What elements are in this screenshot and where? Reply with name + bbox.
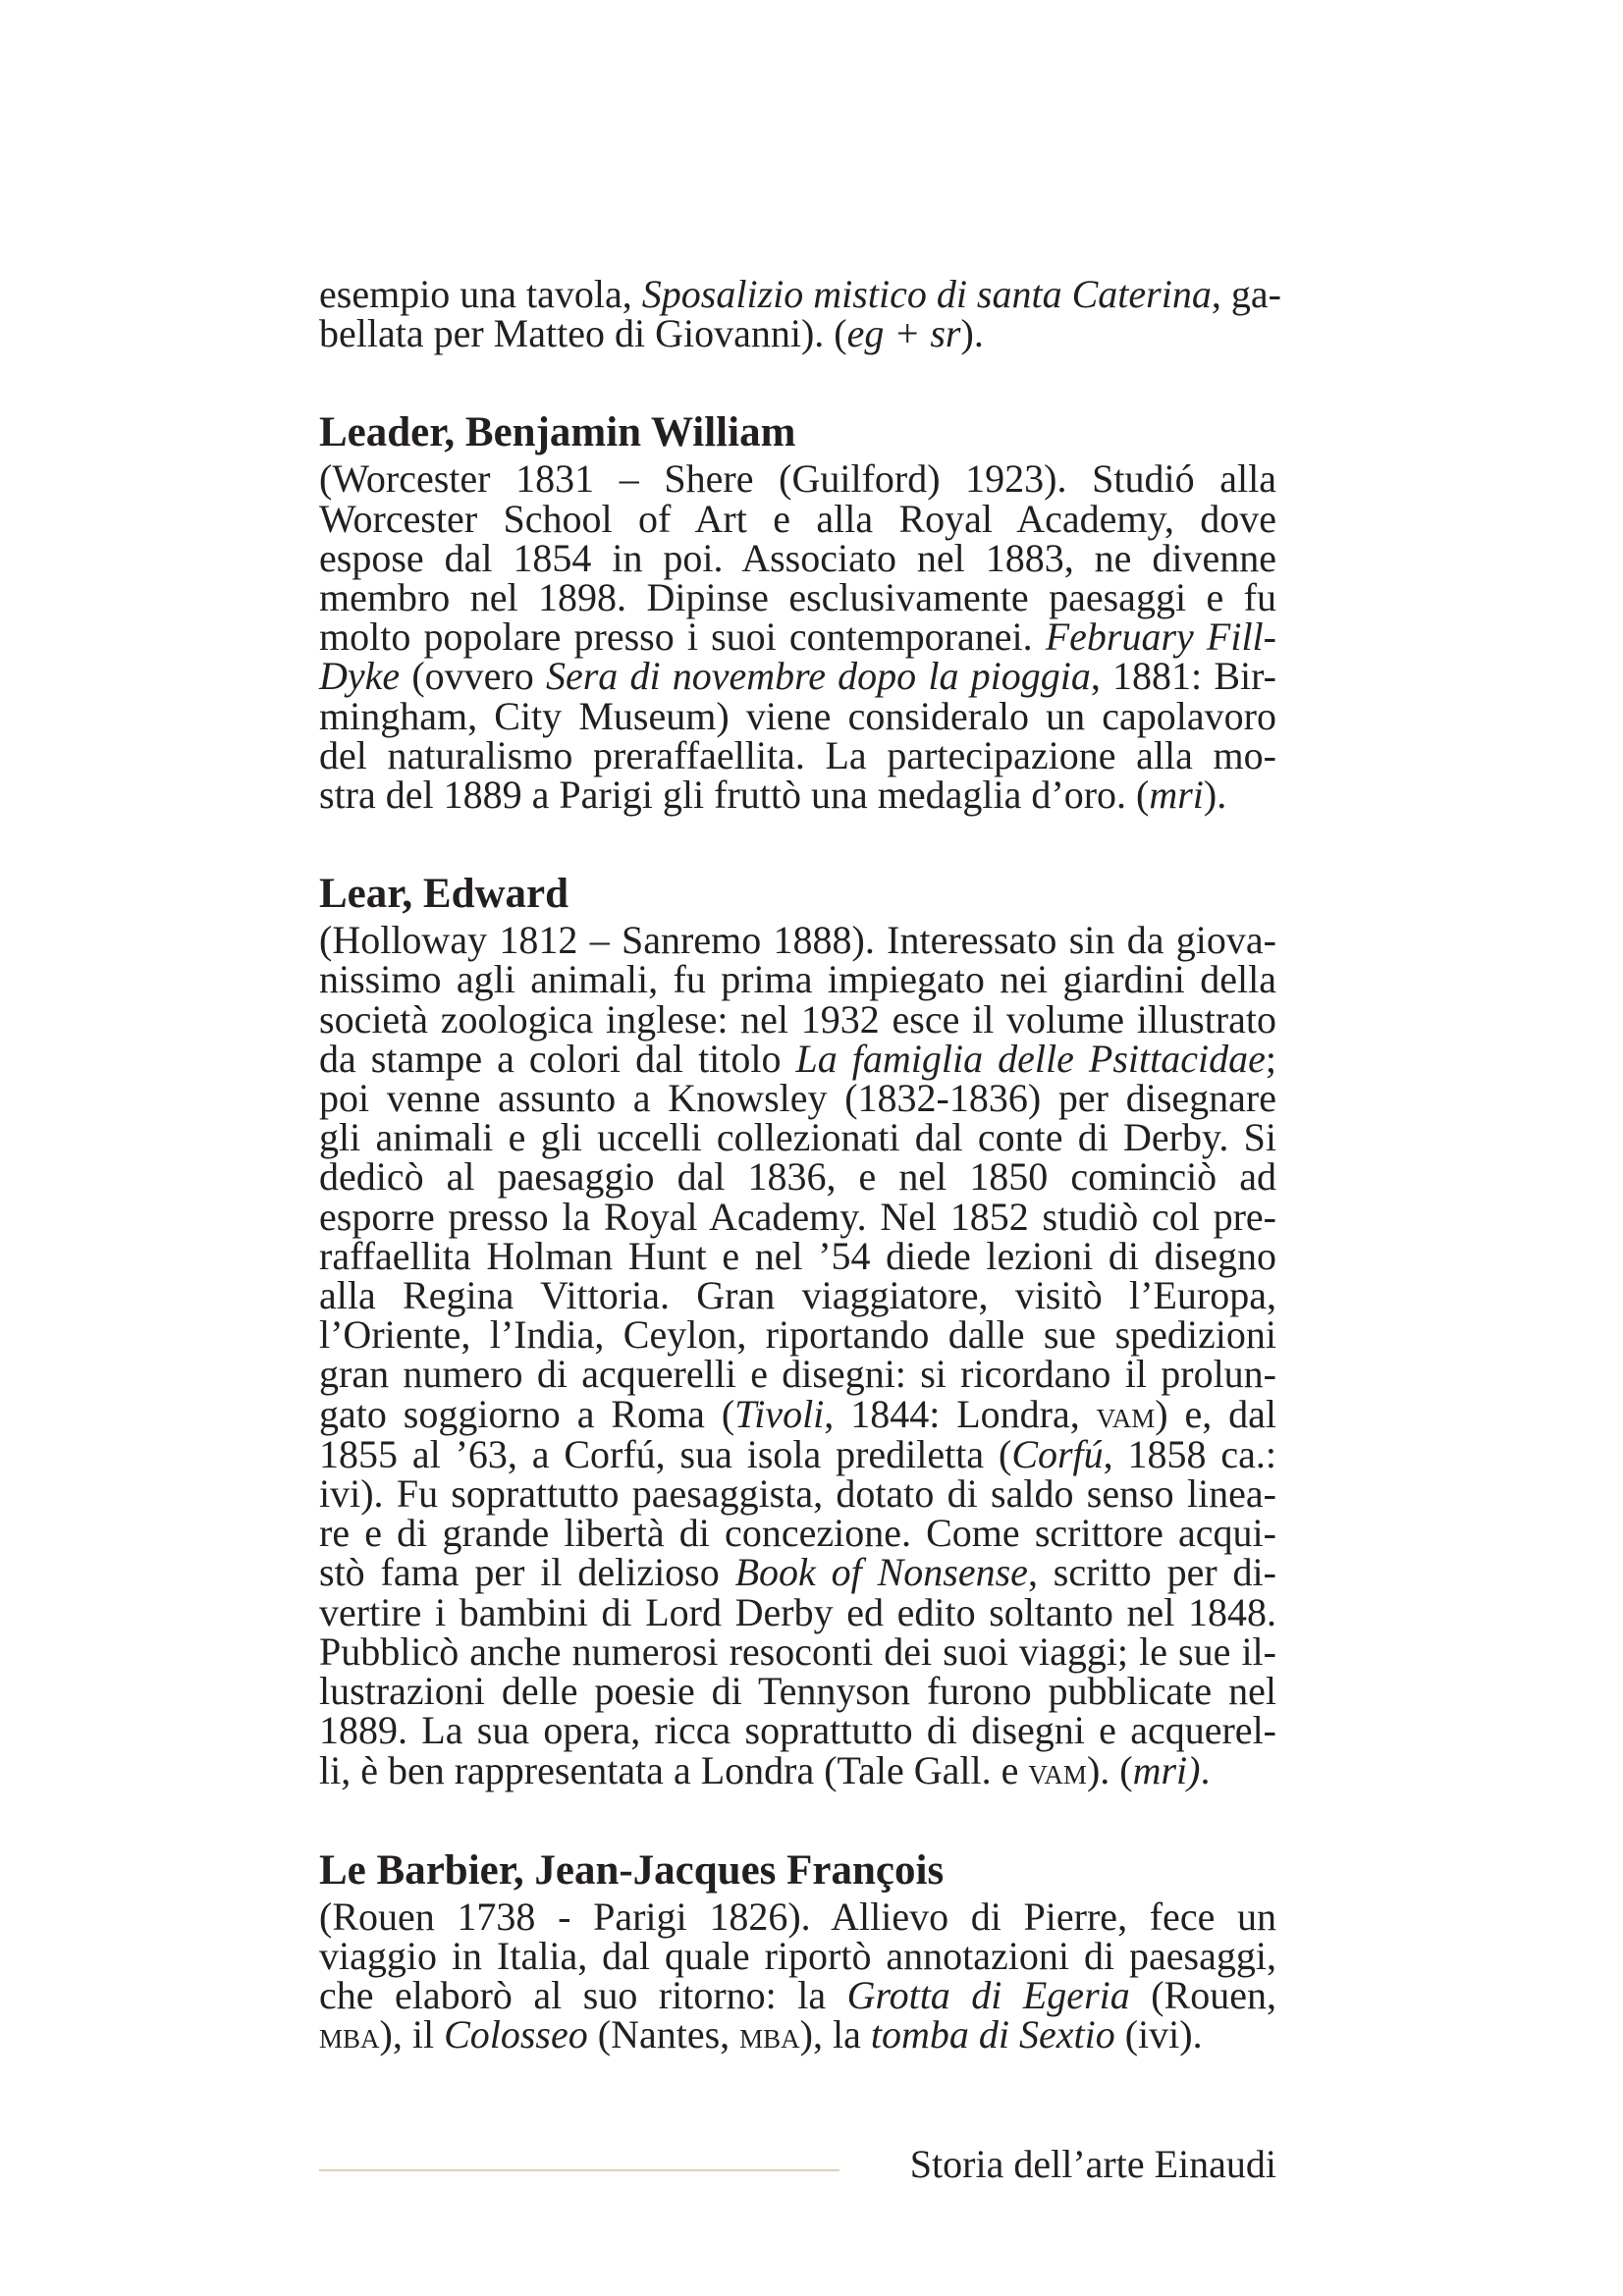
italic-title: tomba di Sextio: [870, 2012, 1115, 2057]
text-line: dedicò al paesaggio dal 1836, e nel 1850 cominciò ad: [319, 1154, 1276, 1200]
italic-title: Tivoli: [734, 1391, 825, 1436]
text-line: esporre presso la Royal Academy. Nel 1852 studiò col pre-: [319, 1194, 1276, 1239]
text-line: (Rouen 1738 - Parigi 1826). Allievo di Pierre, fece un: [319, 1894, 1276, 1939]
text-line: (Worcester 1831 – Shere (Guilford) 1923). Studió alla: [319, 456, 1276, 502]
text-line: l’Oriente, l’India, Ceylon, riportando dalle sue spedizioni: [319, 1312, 1276, 1358]
text-line: 1889. La sua opera, ricca soprattutto di disegni e acquerel-: [319, 1708, 1276, 1753]
italic-title: La famiglia delle Psittacidae: [795, 1036, 1266, 1081]
text-line: membro nel 1898. Dipinse esclusivamente paesaggi e fu: [319, 575, 1276, 620]
entry-title: Le Barbier, Jean-Jacques François: [319, 1846, 945, 1894]
italic-title: mri): [1132, 1747, 1201, 1792]
page-content: [319, 272, 1281, 2057]
entry-body: [319, 456, 1276, 818]
italic-title: Sposalizio mistico di santa Caterina: [641, 272, 1212, 316]
text-line: lustrazioni delle poesie di Tennyson furono pubblicate nel: [319, 1669, 1276, 1714]
entry-lear: [319, 870, 1276, 1790]
text-line: vertire i bambini di Lord Derby ed edito soltanto nel 1848.: [319, 1589, 1276, 1634]
museum-abbreviation: vam: [1096, 1394, 1156, 1436]
italic-title: Sera di novembre dopo la pioggia: [545, 654, 1091, 699]
italic-title: eg + sr: [846, 311, 961, 356]
entry-body: [319, 918, 1277, 1792]
page-footer: [319, 2140, 1276, 2189]
text-line: molto popolare presso i suoi contemporanei. February Fill-: [319, 614, 1276, 660]
text-line: viaggio in Italia, dal quale riportò annotazioni di paesaggi,: [319, 1933, 1276, 1978]
text-line: gli animali e gli uccelli collezionati dal conte di Derby. Si: [319, 1115, 1276, 1160]
museum-abbreviation: mba: [739, 2015, 800, 2057]
footer-rule: [319, 2169, 839, 2171]
text-line: mingham, City Museum) viene consideralo un capolavoro: [319, 693, 1276, 738]
intro-paragraph: [319, 272, 1281, 356]
text-line: stra del 1889 a Parigi gli fruttò una medaglia d’oro. (mri).: [319, 773, 1227, 818]
entry-body: [319, 1894, 1276, 2057]
entry-le-barbier: [319, 1846, 1276, 2056]
italic-title: February Fill-: [1045, 614, 1276, 660]
text-line: del naturalismo preraffaellita. La partecipazione alla mo-: [319, 732, 1276, 777]
text-line: ivi). Fu soprattutto paesaggista, dotato di saldo senso linea-: [319, 1471, 1276, 1517]
footer-title: Storia dell’arte Einaudi: [909, 2142, 1276, 2186]
italic-title: Corfú: [1011, 1431, 1104, 1476]
italic-title: Dyke: [319, 654, 401, 699]
text-line: società zoologica inglese: nel 1932 esce il volume illustrato: [319, 996, 1276, 1041]
text-line: poi venne assunto a Knowsley (1832-1836) per disegnare: [319, 1076, 1276, 1121]
text-line: Dyke (ovvero Sera di novembre dopo la pioggia, 1881: Bir-: [319, 654, 1276, 699]
text-line: li, è ben rappresentata a Londra (Tale Gall. e vam). (mri).: [319, 1747, 1211, 1792]
italic-title: Colosseo: [444, 2012, 588, 2057]
text-line: 1855 al ’63, a Corfú, sua isola prediletta (Corfú, 1858 ca.:: [319, 1431, 1276, 1476]
text-line: che elaborò al suo ritorno: la Grotta di Egeria (Rouen,: [319, 1973, 1276, 2018]
text-line: espose dal 1854 in poi. Associato nel 1883, ne divenne: [319, 535, 1276, 580]
text-line: stò fama per il delizioso Book of Nonsense, scritto per di-: [319, 1550, 1276, 1595]
text-line: esempio una tavola, Sposalizio mistico di santa Caterina, ga-: [319, 272, 1281, 316]
text-line: mba), il Colosseo (Nantes, mba), la tomba di Sextio (ivi).: [319, 2012, 1203, 2057]
italic-title: mri: [1149, 773, 1204, 818]
entry-leader: [319, 408, 1276, 818]
museum-abbreviation: mba: [319, 2015, 380, 2057]
text-line: bellata per Matteo di Giovanni). (eg + sr).: [319, 311, 984, 356]
entry-title: Lear, Edward: [319, 871, 569, 918]
text-line: gato soggiorno a Roma (Tivoli, 1844: Londra, vam) e, dal: [319, 1391, 1276, 1436]
text-line: nissimo agli animali, fu prima impiegato nei giardini della: [319, 957, 1276, 1002]
text-line: da stampe a colori dal titolo La famiglia delle Psittacidae;: [319, 1036, 1277, 1081]
text-line: gran numero di acquerelli e disegni: si ricordano il prolun-: [319, 1352, 1276, 1397]
italic-title: Grotta di Egeria: [846, 1973, 1130, 2018]
text-line: Worcester School of Art e alla Royal Academy, dove: [319, 496, 1276, 541]
text-line: raffaellita Holman Hunt e nel ’54 diede lezioni di disegno: [319, 1233, 1276, 1278]
museum-abbreviation: vam: [1028, 1750, 1087, 1792]
text-line: Pubblicò anche numerosi resoconti dei suoi viaggi; le sue il-: [319, 1629, 1276, 1674]
text-line: alla Regina Vittoria. Gran viaggiatore, visitò l’Europa,: [319, 1273, 1276, 1318]
entry-title: Leader, Benjamin William: [319, 409, 796, 456]
text-line: re e di grande libertà di concezione. Come scrittore acqui-: [319, 1511, 1276, 1556]
italic-title: Book of Nonsense: [734, 1550, 1028, 1595]
text-line: (Holloway 1812 – Sanremo 1888). Interessato sin da giova-: [319, 918, 1276, 963]
